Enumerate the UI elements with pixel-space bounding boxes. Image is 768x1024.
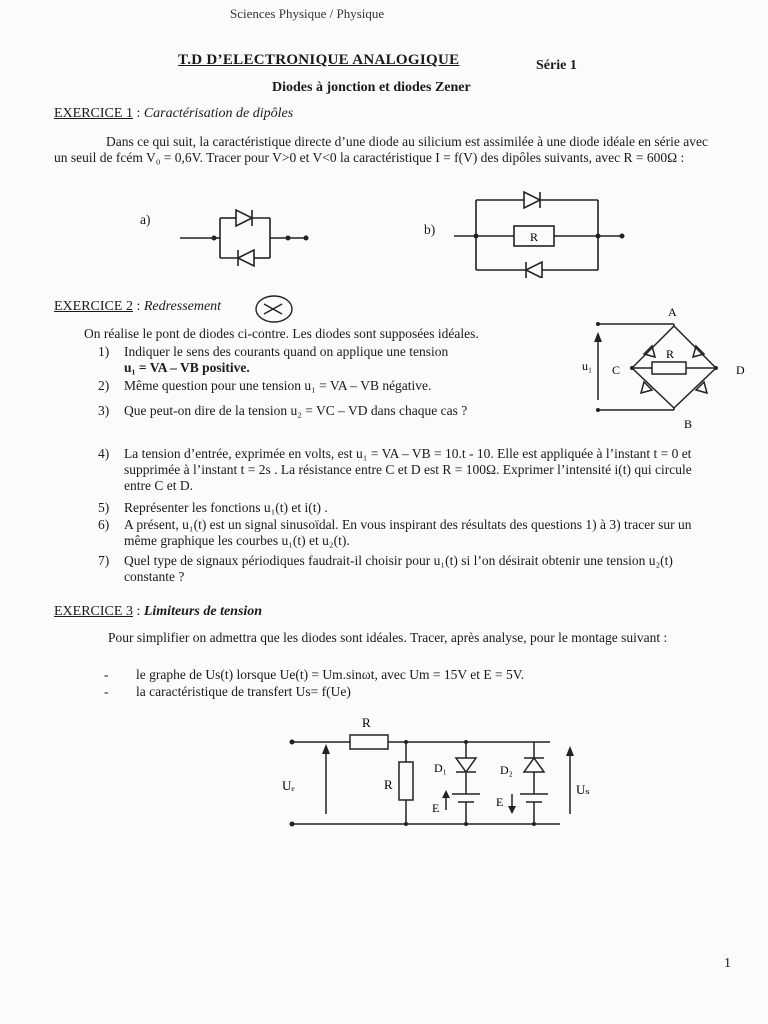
question-number: 1): [98, 344, 110, 359]
node-dot: [464, 822, 468, 826]
ex3-intro: Pour simplifier on admettra que les diodes sont idéales. Tracer, après analyse, pour le montage suivant :: [108, 630, 668, 645]
node-dot: [290, 822, 295, 827]
limiter-e2-label: E: [496, 795, 504, 809]
ex2-question-4: [98, 446, 718, 496]
question-text: Représenter les fonctions u₁(t) et i(t) .: [124, 500, 328, 515]
node-dot: [404, 822, 408, 826]
limiter-d1-label: D₁: [434, 761, 447, 775]
limiter-ue-label: Uₑ: [282, 778, 295, 793]
header-top-line: Sciences Physique / Physique: [230, 6, 385, 21]
bridge-node-D: D: [736, 363, 745, 377]
node-dot: [286, 236, 291, 241]
limiter-top-resistor-label: R: [362, 715, 371, 730]
ex2-name: Redressement: [143, 299, 222, 314]
serie-label: Série 1: [536, 58, 577, 73]
question-text: Que peut-on dire de la tension u₂ = VC – VD dans chaque cas ?: [124, 403, 468, 418]
limiter-e1-label: E: [432, 801, 440, 815]
ex2-question-2: [98, 378, 558, 396]
ex1-text: Dans ce qui suit, la caractéristique directe d’une diode au silicium est assimilée à une diode idéale en série avec un seuil de fcém V₀ = 0,6V. Tracer pour V>0 et V<0 la caractéristique I = f(V) des dipôles suivants, avec R = 600Ω :: [54, 134, 709, 165]
node-dot: [464, 740, 468, 744]
limiter-d2-label: D₂: [500, 763, 513, 777]
node-dot: [212, 236, 217, 241]
node-dot: [474, 234, 479, 239]
bridge-u1-label: u₁: [582, 359, 593, 373]
question-text: A présent, u₁(t) est un signal sinusoïdal. En vous inspirant des résultats des questions 1) à 3) tracer sur un même graphique les courbes u₁(t) et u₂(t).: [124, 517, 692, 548]
node-dot: [630, 366, 634, 370]
question-number: 7): [98, 553, 110, 568]
ex3-bullet-2: la caractéristique de transfert Us= f(Ue): [136, 684, 351, 699]
ex3-name: Limiteurs de tension: [143, 604, 263, 619]
ex3-bullet-1-marker: -: [104, 667, 109, 682]
limiter-us-label: Uₛ: [576, 782, 590, 797]
question-text-2: u₁ = VA – VB positive.: [124, 360, 250, 375]
ex3-sep: :: [132, 604, 144, 619]
ex2-sep: :: [132, 299, 144, 314]
page-number: 1: [724, 956, 731, 971]
node-dot: [532, 822, 536, 826]
bridge-node-A: A: [668, 305, 677, 319]
us-arrow-icon: [566, 746, 574, 756]
ue-arrow-icon: [322, 744, 330, 754]
limiter-shunt-resistor-label: R: [384, 777, 393, 792]
question-number: 3): [98, 403, 110, 418]
ex3-label: EXERCICE 3: [54, 604, 133, 619]
question-number: 4): [98, 446, 110, 461]
ex2-question-6: [98, 517, 718, 551]
ex3-heading: [54, 604, 262, 620]
circuit-b-resistor-label: R: [529, 230, 539, 244]
ex3-bullet-1: le graphe de Us(t) lorsque Ue(t) = Um.sinωt, avec Um = 15V et E = 5V.: [136, 667, 525, 682]
bridge-node-B: B: [684, 417, 693, 431]
document-subtitle: Diodes à jonction et diodes Zener: [272, 80, 471, 95]
ex1-name: Caractérisation de dipôles: [143, 106, 294, 121]
limiter-circuit-diagram: [270, 710, 610, 834]
diode-bridge-diagram: [578, 302, 754, 432]
question-text: La tension d’entrée, exprimée en volts, est u₁ = VA – VB = 10.t - 10. Elle est appliquée à l’instant t = 0 et supprimée à l’instant t = 2s . La résistance entre C et D est R = 100Ω. Exprimer l’intensité i(t) qui circule entre C et D.: [124, 446, 692, 493]
question-number: 6): [98, 517, 110, 532]
node-dot: [290, 740, 295, 745]
document-title: T.D D’ELECTRONIQUE ANALOGIQUE: [178, 52, 460, 68]
question-number: 5): [98, 500, 110, 515]
node-dot: [596, 322, 600, 326]
circuit-a-diagram: [178, 204, 318, 270]
node-dot: [596, 234, 601, 239]
ex1-label: EXERCICE 1: [54, 106, 133, 121]
question-text: Même question pour une tension u₁ = VA – VB négative.: [124, 378, 432, 393]
ex2-label: EXERCICE 2: [54, 299, 133, 314]
ex1-heading: [54, 106, 293, 122]
node-dot: [596, 408, 600, 412]
node-dot: [620, 234, 625, 239]
node-dot: [404, 740, 408, 744]
node-dot: [714, 366, 718, 370]
ex2-heading: [54, 299, 221, 315]
circuit-b-diagram: [452, 186, 632, 278]
bridge-node-C: C: [612, 363, 621, 377]
e1-arrow-icon: [442, 790, 450, 798]
ex2-intro: On réalise le pont de diodes ci-contre. Les diodes sont supposées idéales.: [84, 326, 479, 341]
ex2-question-3: [98, 403, 558, 421]
node-dot: [304, 236, 309, 241]
handwritten-mark-icon: [254, 292, 298, 326]
ex1-sep: :: [132, 106, 144, 121]
ex1-label-a: a): [140, 212, 151, 227]
ex2-question-1: [98, 344, 558, 378]
bridge-resistor-label: R: [666, 347, 675, 361]
ex3-bullet-2-marker: -: [104, 684, 109, 699]
e2-arrow-icon: [508, 806, 516, 814]
ex2-question-5: [98, 500, 718, 518]
question-number: 2): [98, 378, 110, 393]
ex2-question-7: [98, 553, 718, 587]
u1-arrow-icon: [594, 332, 602, 342]
question-text: Indiquer le sens des courants quand on applique une tension: [124, 344, 449, 359]
ex1-label-b: b): [424, 222, 436, 237]
question-text: Quel type de signaux périodiques faudrait-il choisir pour u₁(t) si l’on désirait obtenir une tension u₂(t) constante ?: [124, 553, 673, 584]
